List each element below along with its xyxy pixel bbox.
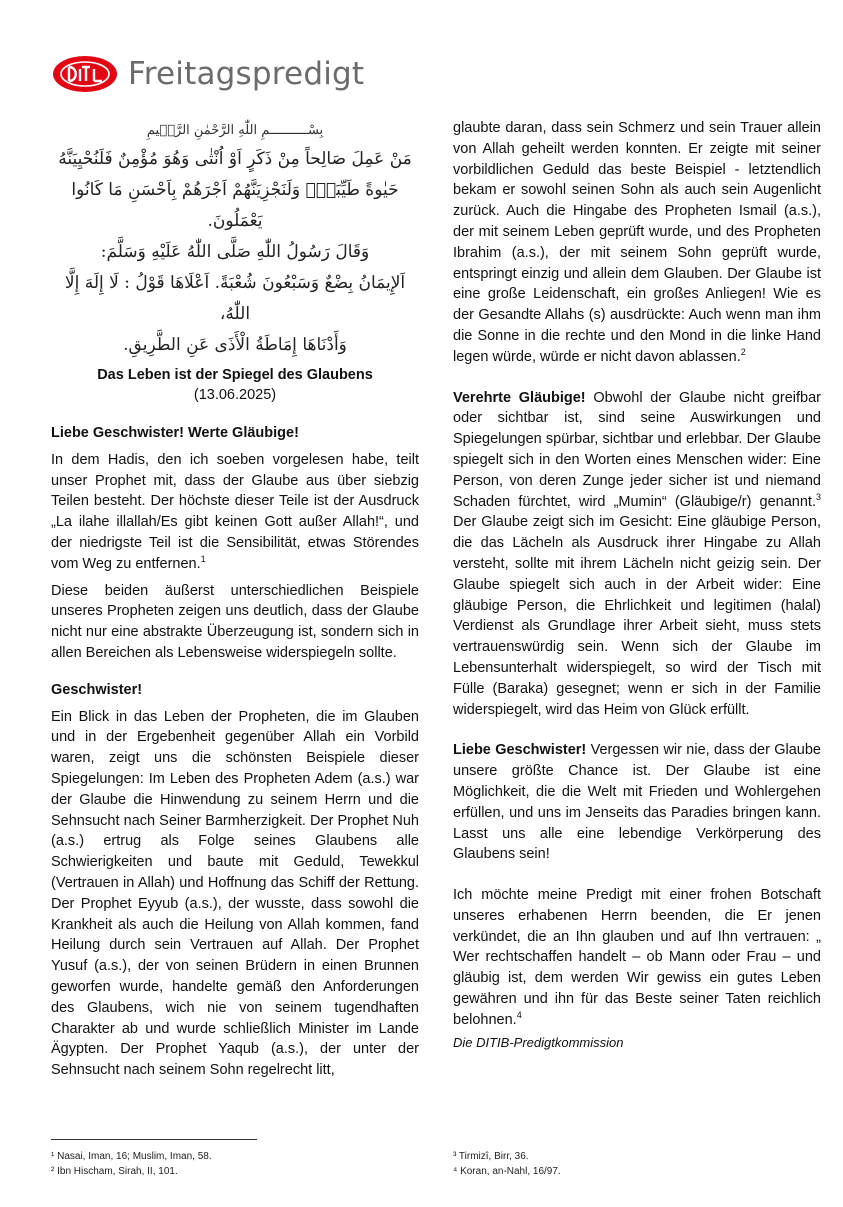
- footnote: ² Ibn Hischam, Sirah, II, 101.: [51, 1166, 178, 1177]
- page-header: [52, 54, 364, 94]
- arabic-line: وَقَالَ رَسُولُ اللّٰهِ صَلَّى اللّٰهُ عَلَيْهِ وَسَلَّمَ:: [100, 242, 370, 262]
- paragraph: Ich möchte meine Predigt mit einer frohen Botschaft unseres erhabenen Herrn beenden, die Er jenen verkündet, die an Ihn glauben und auf Ihn vertrauen: „ Wer rechtschaffen handelt – ob Mann oder Frau – und gläubig ist, dem werden Wir gewiss ein gutes Leben gewähren und ihn für das Beste seiner Taten reichlich belohnen.$^4$: [453, 887, 821, 1028]
- footnote: ³ Tirmizî, Birr, 36.: [453, 1151, 529, 1162]
- footnote-ref: 4: [516, 1010, 522, 1021]
- basmala: بِسْــــــــــمِ اللّٰهِ الرَّحْمٰنِ الرَّح۪يمِ: [146, 123, 324, 138]
- paragraph: Diese beiden äußerst unterschiedlichen Beispiele unseres Propheten zeigen uns deutlich, dass der Glaube nicht nur eine abstrakte Überzeugung ist, sondern sich in allen Bereichen als Lebensweise widerspiegeln sollte.: [51, 582, 419, 661]
- section-heading: Liebe Geschwister! Werte Gläubige!: [51, 425, 299, 441]
- footnote-divider: [51, 1139, 257, 1140]
- paragraph: glaubte daran, dass sein Schmerz und sein Trauer allein von Allah geheilt werden konnten. Er zeigte mit seiner vorbildlichen Geduld das beste Beispiel - letztendlich bekam er sowohl seinen Sohn als auch sein Augenlicht zurück. Auch die Hingabe des Propheten Ismail (a.s.), der mit seinem Leben geprüft wurde, und des Propheten Ibrahim (a.s.), der mit seinem Sohn geprüft wurde, entspringt einzig und allein dem Glauben. Der Glaube ist eine große Leidenschaft, ein großes Anliegen! Wie es der Gesandte Allahs (s) ausdrückte: Auch wenn man ihm die Sonne in die rechte und den Mond in die linke Hand legen würde, würde er nicht davon ablassen.$^2$: [453, 120, 821, 365]
- section-heading: Geschwister!: [51, 681, 143, 698]
- paragraph: Verehrte Gläubige! Obwohl der Glaube nicht greifbar oder sichtbar ist, sind seine Auswirkungen und Spiegelungen spürbar, sichtbar und erlebbar. Der Glaube spiegelt sich in den Worten eines Menschen wider: Eine Person, von deren Zunge jeder sicher ist und niemand Schaden fürchtet, wird „Mumin“ (Gläubige/r) genannt.$^3$ Der Glaube zeigt sich im Gesicht: Eine gläubige Person, die das Lächeln als Ausdruck ihrer Hingabe zu Allah versteht, sollte mit ihrem Lächeln nicht geizig sein. Der Glaube spiegelt sich auch in der Arbeit wider: Eine gläubige Person, die Ehrlichkeit und legitimen (halal) Verdienst als Grundlage ihrer Arbeit sieht, muss stets vertrauenswürdig sein. Wenn sich der Glaube im Lebensunterhalt widerspiegelt, so wird der Tisch mit Fülle (Baraka) gesegnet; wenn er sich in der Familie widerspiegelt, wird das Heim von Glück erfüllt.: [453, 389, 821, 718]
- arabic-line: اَلإِيمَانُ بِضْعٌ وَسَبْعُونَ شُعْبَةً. اَعْلَاهَا قَوْلُ : لَا إِلَهَ إِلَّا اللّٰهُ،: [64, 273, 406, 324]
- left-column: [51, 118, 419, 1081]
- section-heading: Verehrte Gläubige!: [453, 389, 586, 406]
- brand-title: Freitagspredigt: [128, 56, 365, 92]
- footnote: ¹ Nasai, Iman, 16; Muslim, Iman, 58.: [51, 1151, 212, 1162]
- footnote-ref: 3: [815, 491, 821, 502]
- paragraph: Liebe Geschwister! Vergessen wir nie, dass der Glaube unsere größte Chance ist. Der Glaube ist eine Möglichkeit, die die Welt mit Frieden und Wohlergehen erfüllen, und uns im Jenseits das Paradies bringen kann. Lasst uns alle eine lebendige Verkörperung des Glaubens sein!: [453, 742, 821, 863]
- paragraph: In dem Hadis, den ich soeben vorgelesen habe, teilt unser Prophet mit, dass der Glaube aus über siebzig Teilen besteht. Der höchste dieser Teile ist der Ausdruck „La ilahe illallah/Es gibt keinen Gott außer Allah!“, und der niedrigste Teil ist die Sensibilität, etwas Störendes vom Weg zu entfernen.$^1$: [51, 451, 419, 572]
- ditib-logo: [52, 55, 118, 93]
- arabic-text: [51, 144, 419, 361]
- sermon-date: (13.06.2025): [193, 387, 277, 403]
- sermon-title: Das Leben ist der Spiegel des Glaubens: [97, 367, 373, 383]
- signature: Die DITIB-Predigtkommission: [453, 1034, 624, 1050]
- section-heading: Liebe Geschwister!: [453, 742, 587, 759]
- paragraph: Ein Blick in das Leben der Propheten, die im Glauben und in der Ergebenheit gegenüber Allah ein Vorbild waren, zeigt uns die schönsten Beispiele dieser Spiegelungen: Im Leben des Propheten Adem (a.s.) war der Glaube die Hinwendung zu seinem Herrn und die Sehnsucht nach Seiner Barmherzigkeit. Der Prophet Nuh (a.s.) ertrug als Folge seines Glaubens alle Schwierigkeiten und baute mit Geduld, Tewekkul (Vertrauen in Allah) und Hoffnung das Schiff der Rettung. Der Prophet Eyyub (a.s.), der wusste, dass sowohl die Krankheit als auch die Heilung von Allah kommen, fand Heilung durch sein Vertrauen auf Allah. Der Prophet Yusuf (a.s.), der von seinen Brüdern in einen Brunnen geworfen wurde, handelte gemäß den Anforderungen des Glaubens, wich nie von seinem tugendhaften Charakter ab und wurde schließlich Minister im Lande Ägypten. Der Prophet Yaqub (a.s.), der unter der Sehnsucht nach seinem Sohn regelrecht litt,: [51, 708, 419, 1079]
- footnote-ref: 1: [200, 553, 206, 564]
- footnote: ⁴ Koran, an-Nahl, 16/97.: [453, 1166, 561, 1177]
- arabic-line: وَأَدْنَاهَا إِمَاطَةُ الْأَذَى عَنِ الطَّرِيقِ.: [123, 335, 347, 355]
- right-column: [453, 118, 821, 1050]
- footnote-ref: 2: [740, 346, 746, 357]
- arabic-line: مَنْ عَمِلَ صَالِحاً مِنْ ذَكَرٍ اَوْ اُنْثٰى وَهُوَ مُؤْمِنٌ فَلَنُحْيِيَنَّهُ: [58, 149, 412, 169]
- arabic-line: حَيٰوةً طَيِّبَةًۚ وَلَنَجْزِيَنَّهُمْ اَجْرَهُمْ بِاَحْسَنِ مَا كَانُوا يَعْمَلُونَ.: [71, 180, 399, 231]
